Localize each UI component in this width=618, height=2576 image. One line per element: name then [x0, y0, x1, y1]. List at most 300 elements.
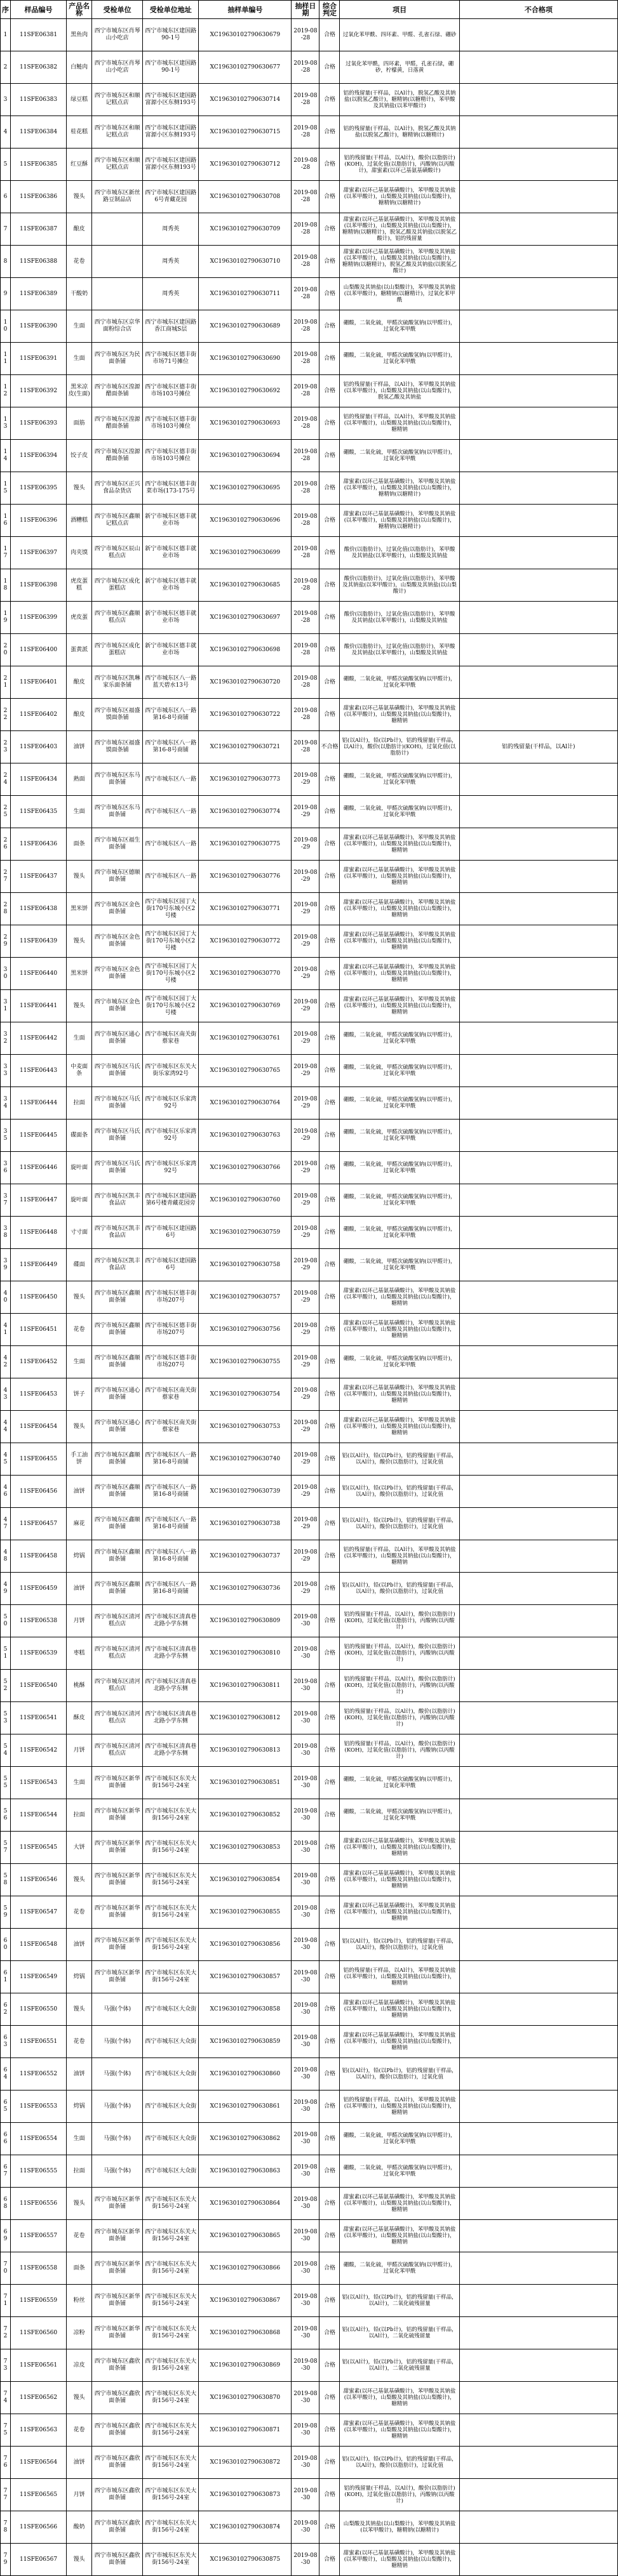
cell-sample-number: 11SFE06545: [11, 1832, 67, 1864]
cell-sampling-form-number: XC19630102790630698: [199, 634, 292, 666]
cell-product-name: 馒头: [67, 2188, 92, 2220]
cell-product-name: 馒头: [67, 2544, 92, 2576]
cell-failed-items: [459, 1476, 617, 1508]
cell-sample-number: 11SFE06539: [11, 1637, 67, 1670]
cell-sample-number: 11SFE06560: [11, 2317, 67, 2349]
table-row: [1, 2188, 618, 2220]
cell-sample-number: 11SFE06399: [11, 602, 67, 634]
cell-sampling-form-number: XC19630102790630761: [199, 1022, 292, 1055]
cell-sampling-date: 2019-08-28: [292, 699, 319, 731]
cell-test-items: 甜蜜素(以环己基氨基磺酸计)，苯甲酸及其钠盐(以苯甲酸计)，山梨酸及其钠盐(以山梨酸计)，糖精钠: [340, 1993, 459, 2026]
cell-product-name: 红豆酥: [67, 149, 92, 181]
cell-sampling-form-number: XC19630102790630856: [199, 1929, 292, 1961]
cell-sampling-date: 2019-08-30: [292, 1637, 319, 1670]
cell-index: 35: [1, 1120, 11, 1152]
cell-unit-address: 西宁市城东区东关大街乐家湾92号: [143, 1055, 199, 1087]
cell-test-items: 铝(以Al计)，铅(以Pb计)，铝的残留量(干样品，以Al计)，二氧化硫残留量: [340, 2317, 459, 2349]
cell-failed-items: [459, 278, 617, 310]
cell-sampling-date: 2019-08-28: [292, 343, 319, 375]
table-row: [1, 1767, 618, 1799]
cell-sampling-form-number: XC19630102790630857: [199, 1961, 292, 1993]
cell-index: 30: [1, 958, 11, 990]
cell-sample-number: 11SFE06541: [11, 1702, 67, 1734]
cell-failed-items: [459, 505, 617, 537]
cell-failed-items: [459, 375, 617, 407]
cell-product-name: 花卷: [67, 246, 92, 278]
cell-index: 64: [1, 2058, 11, 2091]
cell-sampling-date: 2019-08-28: [292, 149, 319, 181]
cell-sampling-date: 2019-08-29: [292, 1152, 319, 1184]
cell-sampling-date: 2019-08-30: [292, 1864, 319, 1896]
cell-sampling-date: 2019-08-28: [292, 602, 319, 634]
cell-overall-judgment: 合格: [319, 2188, 340, 2220]
cell-unit-address: 西宁市城东区德丰街市场103号摊位: [143, 375, 199, 407]
cell-sampling-form-number: XC19630102790630858: [199, 1993, 292, 2026]
cell-inspected-unit: 西宁市城东区湟源醋面条铺: [92, 407, 143, 440]
cell-unit-address: 西宁市城东区南关街蔡家巷: [143, 1411, 199, 1443]
cell-unit-address: 西宁市城东区八一路第16-8号商铺: [143, 1573, 199, 1605]
cell-sample-number: 11SFE06439: [11, 925, 67, 958]
cell-failed-items: [459, 1605, 617, 1637]
cell-overall-judgment: 合格: [319, 1249, 340, 1281]
cell-sampling-date: 2019-08-28: [292, 213, 319, 246]
cell-inspected-unit: 西宁市城东区清河糕点店: [92, 1670, 143, 1702]
cell-sampling-form-number: XC19630102790630865: [199, 2220, 292, 2252]
cell-index: 75: [1, 2414, 11, 2447]
cell-sampling-form-number: XC19630102790630697: [199, 602, 292, 634]
cell-product-name: 馒头: [67, 1411, 92, 1443]
cell-failed-items: [459, 602, 617, 634]
cell-index: 21: [1, 666, 11, 699]
cell-unit-address: 西宁市城东区大众街: [143, 2058, 199, 2091]
cell-sample-number: 11SFE06394: [11, 440, 67, 472]
cell-sampling-date: 2019-08-30: [292, 2349, 319, 2382]
cell-test-items: 铝(以Al计)，铅(以Pb计)，铝的残留量(干样品，以Al计)，酸价(以脂肪计)，过氧化值: [340, 2058, 459, 2091]
cell-unit-address: 西宁市城东区德丰街市场207号: [143, 1346, 199, 1378]
cell-inspected-unit: 西宁市城东区清河糕点店: [92, 1605, 143, 1637]
cell-sampling-form-number: XC19630102790630864: [199, 2188, 292, 2220]
cell-sampling-form-number: XC19630102790630811: [199, 1670, 292, 1702]
cell-failed-items: [459, 2252, 617, 2285]
cell-overall-judgment: 合格: [319, 1087, 340, 1120]
cell-index: 15: [1, 472, 11, 505]
cell-overall-judgment: 合格: [319, 699, 340, 731]
cell-test-items: 硼酸，二氧化硫，甲醛次硫酸氢钠(以甲醛计)，过氧化苯甲酰: [340, 1055, 459, 1087]
cell-sampling-date: 2019-08-30: [292, 1929, 319, 1961]
cell-unit-address: 西宁市城东区园丁大街170号东城小区2号楼: [143, 925, 199, 958]
cell-index: 66: [1, 2123, 11, 2155]
cell-sample-number: 11SFE06400: [11, 634, 67, 666]
cell-sampling-form-number: XC19630102790630860: [199, 2058, 292, 2091]
cell-overall-judgment: 合格: [319, 213, 340, 246]
table-row: [1, 278, 618, 310]
cell-sampling-date: 2019-08-28: [292, 278, 319, 310]
cell-sampling-date: 2019-08-29: [292, 1055, 319, 1087]
cell-sample-number: 11SFE06548: [11, 1929, 67, 1961]
header-overall-judgment: 综合判定: [319, 1, 340, 19]
cell-sampling-date: 2019-08-30: [292, 1767, 319, 1799]
cell-sampling-form-number: XC19630102790630763: [199, 1120, 292, 1152]
cell-sample-number: 11SFE06402: [11, 699, 67, 731]
cell-product-name: 馒头: [67, 472, 92, 505]
cell-unit-address: 西宁市城东区清真巷北路小学东侧: [143, 1670, 199, 1702]
cell-unit-address: 西宁市城东区大众街: [143, 2123, 199, 2155]
cell-failed-items: [459, 1702, 617, 1734]
cell-test-items: 酸价(以脂肪计)，过氧化值(以脂肪计)，苯甲酸及其钠盐(以苯甲酸计)，山梨酸及其钠盐: [340, 602, 459, 634]
cell-sample-number: 11SFE06438: [11, 893, 67, 925]
cell-index: 79: [1, 2544, 11, 2576]
cell-failed-items: [459, 925, 617, 958]
cell-sample-number: 11SFE06397: [11, 537, 67, 569]
cell-sampling-date: 2019-08-30: [292, 1734, 319, 1767]
cell-product-name: 油饼: [67, 1929, 92, 1961]
cell-sample-number: 11SFE06396: [11, 505, 67, 537]
cell-index: 24: [1, 763, 11, 796]
cell-test-items: 硼酸，二氧化硫，甲醛次硫酸氢钠(以甲醛计)，过氧化苯甲酰: [340, 1217, 459, 1249]
cell-product-name: 焪锅: [67, 2091, 92, 2123]
cell-product-name: 寸寸面: [67, 1217, 92, 1249]
cell-sampling-form-number: XC19630102790630854: [199, 1864, 292, 1896]
cell-sampling-date: 2019-08-29: [292, 958, 319, 990]
cell-overall-judgment: 合格: [319, 763, 340, 796]
cell-inspected-unit: 西宁市城东区鑫顺面条铺: [92, 1314, 143, 1346]
table-row: [1, 1961, 618, 1993]
cell-product-name: 拉面: [67, 1799, 92, 1832]
cell-sampling-form-number: XC19630102790630871: [199, 2414, 292, 2447]
cell-product-name: 月饼: [67, 1605, 92, 1637]
cell-sample-number: 11SFE06561: [11, 2349, 67, 2382]
header-sampling-date: 抽样日期: [292, 1, 319, 19]
cell-inspected-unit: 西宁市城东区和顺记糕点店: [92, 149, 143, 181]
cell-product-name: 桃酥: [67, 1670, 92, 1702]
cell-sampling-date: 2019-08-30: [292, 2058, 319, 2091]
cell-failed-items: [459, 343, 617, 375]
cell-failed-items: [459, 2414, 617, 2447]
cell-overall-judgment: 合格: [319, 440, 340, 472]
cell-product-name: 花卷: [67, 2414, 92, 2447]
table-row: [1, 375, 618, 407]
cell-failed-items: [459, 1346, 617, 1378]
table-row: [1, 2317, 618, 2349]
cell-sample-number: 11SFE06393: [11, 407, 67, 440]
cell-sampling-date: 2019-08-29: [292, 1443, 319, 1476]
cell-test-items: 甜蜜素(以环己基氨基磺酸计)，苯甲酸及其钠盐(以苯甲酸计)，山梨酸及其钠盐(以山梨酸计)，糖精钠: [340, 1378, 459, 1411]
cell-unit-address: 西宁市城东区建国路富源小区东侧193号: [143, 149, 199, 181]
cell-sampling-form-number: XC19630102790630771: [199, 893, 292, 925]
cell-sampling-form-number: XC19630102790630760: [199, 1184, 292, 1217]
cell-inspected-unit: 西宁市城东区马氏面条铺: [92, 1152, 143, 1184]
cell-overall-judgment: 合格: [319, 602, 340, 634]
cell-failed-items: [459, 893, 617, 925]
cell-product-name: 饺子皮: [67, 440, 92, 472]
cell-sampling-form-number: XC19630102790630765: [199, 1055, 292, 1087]
cell-index: 11: [1, 343, 11, 375]
table-row: [1, 602, 618, 634]
cell-index: 63: [1, 2026, 11, 2058]
cell-sample-number: 11SFE06550: [11, 1993, 67, 2026]
cell-index: 74: [1, 2382, 11, 2414]
cell-sampling-form-number: XC19630102790630812: [199, 1702, 292, 1734]
cell-test-items: 铝(以Al计)，铅(以Pb计)，铝的残留量(干样品，以Al计)，酸价(以脂肪计)，过氧化值: [340, 1573, 459, 1605]
cell-product-name: 油饼: [67, 1476, 92, 1508]
cell-test-items: 硼酸，二氧化硫，甲醛次硫酸氢钠(以甲醛计)，过氧化苯甲酰: [340, 1767, 459, 1799]
cell-inspected-unit: 西宁市城东区清河糕点店: [92, 1637, 143, 1670]
cell-sample-number: 11SFE06447: [11, 1184, 67, 1217]
cell-index: 62: [1, 1993, 11, 2026]
table-row: [1, 2058, 618, 2091]
cell-inspected-unit: 西宁市城东区马氏面条铺: [92, 1087, 143, 1120]
table-row: [1, 2026, 618, 2058]
table-row: [1, 861, 618, 893]
cell-sampling-form-number: XC19630102790630692: [199, 375, 292, 407]
table-row: [1, 2155, 618, 2188]
cell-sampling-form-number: XC19630102790630709: [199, 213, 292, 246]
cell-test-items: 甜蜜素(以环己基氨基磺酸计)，苯甲酸及其钠盐(以苯甲酸计)，山梨酸及其钠盐(以山梨酸计)，糖精钠: [340, 1896, 459, 1929]
cell-test-items: 甜蜜素(以环己基氨基磺酸计)，苯甲酸及其钠盐(以苯甲酸计)，山梨酸及其钠盐(以山梨酸计)，糖精钠(以糖精计): [340, 472, 459, 505]
cell-unit-address: 西宁市城东区南关街蔡家巷: [143, 1378, 199, 1411]
cell-sampling-date: 2019-08-29: [292, 925, 319, 958]
table-row: [1, 1217, 618, 1249]
cell-overall-judgment: 合格: [319, 1961, 340, 1993]
table-row: [1, 1411, 618, 1443]
table-row: [1, 181, 618, 213]
cell-sampling-date: 2019-08-29: [292, 828, 319, 861]
cell-overall-judgment: 合格: [319, 2252, 340, 2285]
cell-product-name: 油饼: [67, 731, 92, 763]
cell-test-items: 铝(以Al计)，铅(以Pb计)，铝的残留量(干样品，以Al计)，酸价(以脂肪计)，过氧化值: [340, 1929, 459, 1961]
table-row: [1, 634, 618, 666]
cell-inspected-unit: 西宁市城东区成化蛋糕店: [92, 634, 143, 666]
cell-failed-items: [459, 2091, 617, 2123]
cell-product-name: 中麦面条: [67, 1055, 92, 1087]
cell-inspected-unit: 西宁市城东区鑫欣面条铺: [92, 2479, 143, 2511]
cell-test-items: 铝的残留量(干样品，以Al计)，酸价(以脂肪计)(KOH)，过氧化值(以脂肪计)，丙酸钠(以丙酸计): [340, 1702, 459, 1734]
cell-test-items: 铝的残留量(干样品，以Al计)，酸价(以脂肪计)(KOH)，过氧化值(以脂肪计)，丙酸钠(以丙酸计): [340, 1637, 459, 1670]
cell-unit-address: 西宁市城东区东关大街156号-24室: [143, 2414, 199, 2447]
cell-sample-number: 11SFE06390: [11, 310, 67, 343]
cell-failed-items: [459, 990, 617, 1022]
cell-overall-judgment: 合格: [319, 1508, 340, 1540]
cell-index: 55: [1, 1767, 11, 1799]
cell-sample-number: 11SFE06563: [11, 2414, 67, 2447]
cell-unit-address: 西宁市城东区大众街: [143, 1993, 199, 2026]
cell-sampling-date: 2019-08-29: [292, 1411, 319, 1443]
cell-unit-address: 西宁市城东区八一路: [143, 796, 199, 828]
cell-unit-address: 西宁市城东区东关大街156号-24室: [143, 2447, 199, 2479]
cell-unit-address: 西宁市城东区东关大街156号-24室: [143, 2544, 199, 2576]
table-row: [1, 958, 618, 990]
cell-overall-judgment: 合格: [319, 278, 340, 310]
table-row: [1, 990, 618, 1022]
table-row: [1, 1573, 618, 1605]
table-row: [1, 1832, 618, 1864]
cell-test-items: 硼酸，二氧化硫，甲醛次硫酸氢钠(以甲醛计)，过氧化苯甲酰: [340, 2155, 459, 2188]
cell-sampling-form-number: XC19630102790630758: [199, 1249, 292, 1281]
cell-test-items: 硼酸，二氧化硫，甲醛次硫酸氢钠(以甲醛计)，过氧化苯甲酰: [340, 1799, 459, 1832]
table-row: [1, 1540, 618, 1573]
cell-sampling-form-number: XC19630102790630770: [199, 958, 292, 990]
cell-index: 36: [1, 1152, 11, 1184]
cell-inspected-unit: 西宁市城东区新华面条铺: [92, 1896, 143, 1929]
cell-overall-judgment: 合格: [319, 472, 340, 505]
cell-sampling-date: 2019-08-29: [292, 1378, 319, 1411]
cell-inspected-unit: 西宁市城东区新华面条铺: [92, 1799, 143, 1832]
cell-unit-address: 西宁市城东区八一路: [143, 828, 199, 861]
cell-test-items: 铝的残留量(干样品，以Al计)，酸价(以脂肪计)(KOH)，过氧化值(以脂肪计)，丙酸钠(以丙酸计): [340, 1670, 459, 1702]
cell-inspected-unit: 西宁市城东区肖琴山小吃店: [92, 51, 143, 84]
cell-product-name: 虎皮蛋糕: [67, 569, 92, 602]
cell-test-items: 硼酸，二氧化硫，甲醛次硫酸氢钠(以甲醛计)，过氧化苯甲酰: [340, 1120, 459, 1152]
cell-unit-address: 西宁市城东区八一路第16-8号商铺: [143, 731, 199, 763]
cell-sample-number: 11SFE06444: [11, 1087, 67, 1120]
cell-unit-address: 西宁市城东区德丰街菜市场(173-175号: [143, 472, 199, 505]
cell-sampling-form-number: XC19630102790630776: [199, 861, 292, 893]
cell-sampling-date: 2019-08-28: [292, 666, 319, 699]
cell-failed-items: [459, 407, 617, 440]
cell-overall-judgment: 合格: [319, 634, 340, 666]
cell-sampling-form-number: XC19630102790630772: [199, 925, 292, 958]
table-row: [1, 407, 618, 440]
cell-failed-items: [459, 1378, 617, 1411]
table-row: [1, 893, 618, 925]
cell-test-items: 山梨酸及其钠盐(以山梨酸计)，苯甲酸及其钠盐(以苯甲酸计)，糖精钠(以糖精计): [340, 2511, 459, 2544]
header-index: 序: [1, 1, 11, 19]
table-row: [1, 2544, 618, 2576]
cell-overall-judgment: 合格: [319, 1670, 340, 1702]
cell-sample-number: 11SFE06448: [11, 1217, 67, 1249]
table-row: [1, 1378, 618, 1411]
cell-inspected-unit: 西宁市城东区辰山糕点店: [92, 537, 143, 569]
cell-test-items: 铝的残留量(干样品，以Al计)，苯甲酸及其钠盐(以苯甲酸计)，山梨酸及其钠盐(以山梨酸计)，脱氢乙酸及其钠盐: [340, 375, 459, 407]
cell-sampling-date: 2019-08-28: [292, 84, 319, 116]
cell-index: 43: [1, 1378, 11, 1411]
cell-sampling-date: 2019-08-28: [292, 246, 319, 278]
cell-overall-judgment: 合格: [319, 2091, 340, 2123]
cell-test-items: 硼酸，二氧化硫，甲醛次硫酸氢钠(以甲醛计)，过氧化苯甲酰: [340, 440, 459, 472]
table-row: [1, 310, 618, 343]
cell-failed-items: [459, 1896, 617, 1929]
cell-sampling-date: 2019-08-29: [292, 1476, 319, 1508]
cell-failed-items: [459, 181, 617, 213]
cell-sampling-form-number: XC19630102790630708: [199, 181, 292, 213]
cell-sampling-form-number: XC19630102790630754: [199, 1378, 292, 1411]
cell-inspected-unit: 西宁市城东区凯丰食品店: [92, 1184, 143, 1217]
cell-test-items: 硼酸，二氧化硫，甲醛次硫酸氢钠(以甲醛计)，过氧化苯甲酰: [340, 2123, 459, 2155]
cell-index: 1: [1, 19, 11, 51]
cell-index: 57: [1, 1832, 11, 1864]
cell-sample-number: 11SFE06453: [11, 1378, 67, 1411]
cell-test-items: 硼酸，二氧化硫，甲醛次硫酸氢钠(以甲醛计)，过氧化苯甲酰: [340, 1184, 459, 1217]
cell-test-items: 铝(以Al计)，铅(以Pb计)，铝的残留量(干样品，以Al计)，二氧化硫残留量: [340, 2285, 459, 2317]
cell-index: 42: [1, 1346, 11, 1378]
cell-failed-items: [459, 1573, 617, 1605]
table-body: [1, 19, 618, 2576]
cell-sample-number: 11SFE06546: [11, 1864, 67, 1896]
cell-unit-address: 新宁市城东区德丰就业市场: [143, 602, 199, 634]
cell-product-name: 酥皮: [67, 1702, 92, 1734]
cell-inspected-unit: 西宁市城东区肖琴山小吃店: [92, 19, 143, 51]
cell-sampling-form-number: XC19630102790630694: [199, 440, 292, 472]
header-unit-address: 受检单位地址: [143, 1, 199, 19]
cell-index: 7: [1, 213, 11, 246]
cell-product-name: 馒头: [67, 2382, 92, 2414]
cell-product-name: 黑鱼肉: [67, 19, 92, 51]
cell-index: 76: [1, 2447, 11, 2479]
cell-test-items: 甜蜜素(以环己基氨基磺酸计)，苯甲酸及其钠盐(以苯甲酸计)，山梨酸及其钠盐(以山梨酸计)，糖精钠: [340, 2026, 459, 2058]
cell-sample-number: 11SFE06446: [11, 1152, 67, 1184]
cell-product-name: 馒头: [67, 861, 92, 893]
cell-product-name: 生面: [67, 796, 92, 828]
cell-inspected-unit: 西宁市城东区通心面条铺: [92, 1022, 143, 1055]
cell-unit-address: 西宁市城东区八一路第16-8号商铺: [143, 1443, 199, 1476]
cell-test-items: 铝的残留量(干样品，以Al计)，苯甲酸及其钠盐(以苯甲酸计)，山梨酸及其钠盐(以山梨酸计)，糖精钠: [340, 1540, 459, 1573]
cell-inspected-unit: 西宁市城东区东马面条铺: [92, 763, 143, 796]
cell-index: 59: [1, 1896, 11, 1929]
cell-failed-items: [459, 2317, 617, 2349]
cell-index: 77: [1, 2479, 11, 2511]
table-row: [1, 2220, 618, 2252]
cell-sampling-date: 2019-08-29: [292, 893, 319, 925]
cell-unit-address: 西宁市城东区东关大街156号-24室: [143, 2511, 199, 2544]
cell-sampling-form-number: XC19630102790630861: [199, 2091, 292, 2123]
cell-index: 54: [1, 1734, 11, 1767]
cell-inspected-unit: 马强(个体): [92, 2123, 143, 2155]
cell-sampling-form-number: XC19630102790630715: [199, 116, 292, 149]
cell-sampling-form-number: XC19630102790630693: [199, 407, 292, 440]
table-row: [1, 796, 618, 828]
cell-sampling-date: 2019-08-30: [292, 2414, 319, 2447]
table-row: [1, 1249, 618, 1281]
cell-failed-items: [459, 1314, 617, 1346]
cell-sample-number: 11SFE06391: [11, 343, 67, 375]
cell-index: 28: [1, 893, 11, 925]
cell-sampling-form-number: XC19630102790630753: [199, 1411, 292, 1443]
cell-test-items: 铝的残留量(干样品，以Al计)，酸价(以脂肪计)(KOH)，过氧化值(以脂肪计)，丙酸钠(以丙酸计): [340, 1605, 459, 1637]
cell-failed-items: [459, 2382, 617, 2414]
cell-index: 72: [1, 2317, 11, 2349]
cell-index: 22: [1, 699, 11, 731]
cell-unit-address: 西宁市城东区建国路香江商城S层: [143, 310, 199, 343]
cell-inspected-unit: 西宁市城东区新华面条铺: [92, 1961, 143, 1993]
cell-inspected-unit: 西宁市城东区新华面条铺: [92, 2285, 143, 2317]
cell-failed-items: [459, 1120, 617, 1152]
cell-unit-address: 新宁市城东区德丰就业市场: [143, 537, 199, 569]
cell-product-name: 麻花: [67, 1508, 92, 1540]
cell-product-name: 旋叶面: [67, 1152, 92, 1184]
cell-sampling-form-number: XC19630102790630810: [199, 1637, 292, 1670]
cell-product-name: 油饼: [67, 1573, 92, 1605]
cell-sample-number: 11SFE06387: [11, 213, 67, 246]
cell-failed-items: [459, 1734, 617, 1767]
cell-inspected-unit: 西宁市城东区金色面条铺: [92, 925, 143, 958]
cell-test-items: 硼酸，二氧化硫，甲醛次硫酸氢钠(以甲醛计)，过氧化苯甲酰: [340, 796, 459, 828]
cell-inspected-unit: [92, 278, 143, 310]
cell-test-items: 甜蜜素(以环己基氨基磺酸计)，苯甲酸及其钠盐(以苯甲酸计)，山梨酸及其钠盐(以山梨酸计)，糖精钠(以糖精计)，脱氢乙酸及其钠盐(以脱氢乙酸计)，铝的残留量: [340, 213, 459, 246]
cell-sample-number: 11SFE06562: [11, 2382, 67, 2414]
cell-inspected-unit: 西宁市城东区新华面条铺: [92, 2188, 143, 2220]
cell-failed-items: [459, 2026, 617, 2058]
cell-failed-items: [459, 796, 617, 828]
cell-sample-number: 11SFE06440: [11, 958, 67, 990]
cell-inspected-unit: 西宁市城东区马氏面条铺: [92, 1120, 143, 1152]
cell-index: 70: [1, 2252, 11, 2285]
cell-failed-items: [459, 569, 617, 602]
cell-test-items: 甜蜜素(以环己基氨基磺酸计)，苯甲酸及其钠盐(以苯甲酸计)，山梨酸及其钠盐(以山梨酸计)，糖精钠: [340, 2188, 459, 2220]
cell-sampling-form-number: XC19630102790630867: [199, 2285, 292, 2317]
cell-unit-address: 西宁市城东区东关大街156号-24室: [143, 1929, 199, 1961]
table-row: [1, 1637, 618, 1670]
cell-sampling-form-number: XC19630102790630738: [199, 1508, 292, 1540]
